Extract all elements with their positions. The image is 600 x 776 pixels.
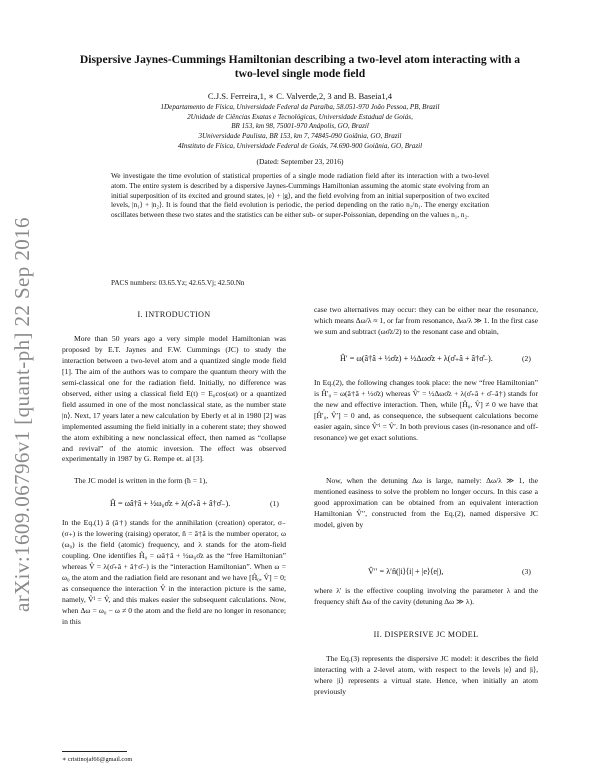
equation-1: Ĥ = ωâ†â + ½ω₀σ̂z + λ(σ̂₊â + â†σ̂₋).: [110, 499, 231, 508]
equation-3-number: (3): [522, 567, 531, 576]
date-line: (Dated: September 23, 2016): [256, 157, 344, 166]
affiliation-1: 1Departamento de Física, Universidade Federal da Paraíba, 58.051-970 João Pessoa, PB, Brazil: [160, 103, 440, 111]
intro-paragraph-6: Now, when the detuning Δω is large, namely: Δω/λ ≫ 1, the mentioned easiness to solve the problem no longer occurs. In this case a good approximation can be obtained from an equivalent interaction Hamiltonian V̂′′, constructed from the Eq.(2), named dispersive JC model, given by: [314, 476, 538, 529]
intro-paragraph-3: In the Eq.(1) â (â†) stands for the annihilation (creation) operator, σ₋ (σ₊) is the lowering (raising) operator, n̂ = â†â is the number operator, ω (ω₀) is the field (atomic) frequency, and λ stands for the atom-field coupling. One identifies Ĥ₀ = ωâ†â + ½ω₀σ̂z as the “free Hamiltonian” whereas V̂ = λ(σ̂₊â + â†σ̂₋) is the “interaction Hamiltonian”. When ω = ω₀ the atom and the radiation field are resonant and we have [Ĥ₀, V̂] = 0; as consequence the interaction V̂ in the interaction picture is the same, namely, V̂ᴵ = V̂, and this makes easier the subsequent calculations. Now, when Δω = ω₀ − ω ≠ 0 the atom and the field are no longer in resonance; in this: [62, 518, 286, 626]
affiliation-2a: 2Unidade de Ciências Exatas e Tecnológicas, Universidade Estadual de Goiás,: [187, 112, 413, 121]
intro-paragraph-2: The JC model is written in the form (ħ = 1),: [74, 476, 208, 485]
equation-3: V̂′′ = λ′n̂(|i⟩⟨i| + |e⟩⟨e|),: [368, 567, 444, 576]
pacs-numbers: PACS numbers: 03.65.Yz; 42.65.Vj; 42.50.Nn: [111, 279, 245, 287]
footnote-email: ∗ cristinojaf66@gmail.com: [62, 756, 133, 763]
affiliation-2b: BR 153, km 98, 75001-970 Anápolis, GO, Brazil: [231, 122, 369, 131]
author-list: C.J.S. Ferreira,1, ∗ C. Valverde,2, 3 and B. Baseia1,4: [207, 91, 393, 101]
affiliations: [80, 103, 520, 152]
section-heading-dispersive-jc: II. DISPERSIVE JC MODEL: [373, 630, 479, 639]
section-heading-introduction: I. INTRODUCTION: [137, 310, 211, 319]
affiliation-3: 3Universidade Paulista, BR 153, km 7, 74845-090 Goiânia, GO, Brazil: [198, 132, 402, 141]
affiliation-4: 4Instituto de Física, Universidade Federal de Goiás, 74.690-900 Goiânia, GO, Brazil: [177, 141, 423, 150]
intro-paragraph-5: In Eq.(2), the following changes took place: the new “free Hamiltonian” is Ĥ′₀ = ω(â†â + ½σ̂z) whereas V̂′ = ½Δωσ̂z + λ(σ̂₊â + σ̂₋â†) stands for the new and effective interaction. Then, while [Ĥ₀, V̂] ≠ 0 we have that [Ĥ′₀, V̂′] = 0 and, as consequence, the subsequent calculations become easier again, since V̂′ᴵ = V̂′. In both previous cases (in-resonance and off-resonance) we get exact solutions.: [314, 378, 538, 442]
intro-paragraph-1: More than 50 years ago a very simple model Hamiltonian was proposed by E.T. Jaynes and F.W. Cummings (JC) to study the interaction between a two-level atom and a quantized single mode field [1]. The aim of the authors was to compare the quantum theory with the semi-classical one for the radiation field. Initially, no difference was observed, either using a classical field E(t) = E₀cos(ωt) or a quantized field assumed in one of the most nonclassical state, as the number state |n⟩. Next, 17 years later a new calculation by Eberly et al in 1980 [2] was implemented assuming the field initially in a coherent state; they showed the atom exhibiting a new nonclassical effect, then named as “collapse and revival” of the atomic inversion. The effect was observed experimentally in 1987 by G. Rempe et. al [3].: [62, 334, 286, 464]
equation-2: Ĥ′ = ω(â†â + ½σ̂z) + ½Δωσ̂z + λ(σ̂₊â + â†σ̂₋).: [340, 354, 493, 363]
arxiv-sidebar-label: arXiv:1609.06796v1 [quant-ph] 22 Sep 2016: [10, 217, 34, 612]
paper-title: Dispersive Jaynes-Cummings Hamiltonian describing a two-level atom interacting with a two-level single mode field: [79, 53, 521, 80]
footnote-rule: [62, 751, 127, 752]
equation-1-number: (1): [270, 499, 279, 508]
intro-paragraph-4: case two alternatives may occur: they can be either near the resonance, which means Δω/λ ≈ 1, or far from resonance, Δω/λ ≫ 1. In the first case we sum and subtract (ωσ̂z/2) to the resonant case and obtain,: [314, 305, 538, 336]
intro-paragraph-7: where λ′ is the effective coupling involving the parameter λ and the frequency shift Δω of the cavity (detuning Δω ≫ λ).: [314, 586, 538, 606]
abstract: We investigate the time evolution of statistical properties of a single mode radiation field after its interaction with a two-level atom. The entire system is described by a dispersive Jaynes-Cummings Hamiltonian assuming the atomic state evolving from an initial superposition of its excited and ground states, |e⟩ + |g⟩, and the field evolving from an initial superposition of two excited levels, |n₁⟩ + |n₂⟩. It is found that the field evolution is periodic, the period depending on the ratio n₂/n₁. The energy excitation oscillates between these two states and the statistics can be either sub- or super-Poissonian, depending on the values n₁, n₂.: [111, 171, 489, 219]
section2-paragraph-1: The Eq.(3) represents the dispersive JC model: it describes the field interacting with a 2-level atom, with respect to the levels |e⟩ and |i⟩, where |i⟩ represents a virtual state. Hence, when initially an atom previously: [314, 654, 538, 696]
equation-2-number: (2): [522, 354, 531, 363]
